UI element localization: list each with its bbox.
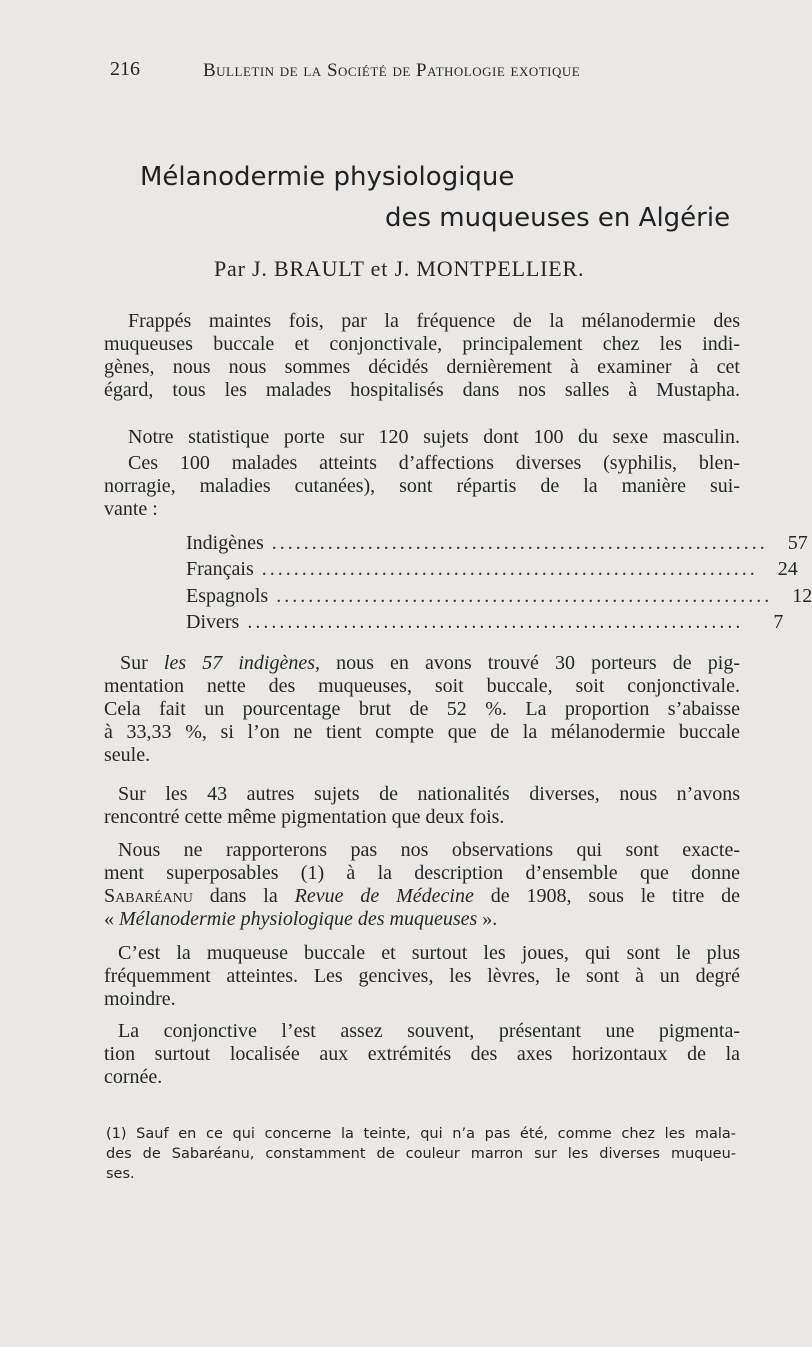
paragraph-2 — [104, 426, 740, 449]
paragraph-7 — [104, 942, 740, 1011]
leader-dots: .............................................................. — [261, 558, 758, 580]
text-line: muqueuses buccale et conjonctivale, principalement chez les indi- — [104, 333, 740, 355]
paragraph-6 — [104, 839, 740, 931]
stat-value: 24 — [777, 558, 798, 580]
text-line: Notre statistique porte sur 120 sujets dont 100 du sexe masculin. — [128, 426, 740, 448]
paragraph-1 — [104, 310, 740, 402]
stat-value: 57 — [787, 532, 808, 554]
text-line: ment superposables (1) à la description d’ensemble que donne — [104, 862, 740, 884]
text-line: égard, tous les malades hospitalisés dans nos salles à Mustapha. — [104, 379, 740, 401]
stat-row-divers — [186, 611, 784, 634]
quote-close: ». — [477, 908, 498, 930]
leader-dots: .............................................................. — [271, 532, 768, 554]
text-line: moindre. — [104, 988, 176, 1010]
stat-row-indigenes — [186, 532, 808, 555]
text-line: fréquemment atteintes. Les gencives, les lèvres, le sont à un degré — [104, 965, 740, 987]
footnote-line: des de Sabaréanu, constamment de couleur marron sur les diverses muqueu- — [106, 1146, 736, 1162]
text-line: norragie, maladies cutanées), sont répartis de la manière sui- — [104, 475, 740, 497]
text-fragment: de 1908, sous le titre de — [473, 885, 741, 907]
article-title-line1: Mélanodermie physiologique — [140, 162, 515, 192]
stat-row-francais — [186, 558, 798, 581]
italic-phrase: les 57 indigènes, — [163, 652, 321, 674]
footnote — [106, 1124, 736, 1184]
text-line — [104, 908, 740, 931]
stat-label: Divers — [186, 611, 240, 633]
stat-value: 7 — [773, 611, 784, 633]
text-line: seule. — [104, 744, 151, 766]
journal-title: Revue de Médecine — [294, 885, 474, 907]
text-line: mentation nette des muqueuses, soit buccale, soit conjonctivale. — [104, 675, 740, 697]
text-line — [104, 652, 740, 675]
text-fragment: dans la — [192, 885, 295, 907]
paragraph-5 — [104, 783, 740, 829]
paragraph-8 — [104, 1020, 740, 1089]
text-line: vante : — [104, 498, 158, 520]
running-header: Bulletin de la Société de Pathologie exotique — [203, 60, 581, 81]
text-line: Nous ne rapporterons pas nos observations qui sont exacte- — [118, 839, 740, 861]
text-line: à 33,33 %, si l’on ne tient compte que de la mélanodermie buccale — [104, 721, 740, 743]
text-line: La conjonctive l’est assez souvent, présentant une pigmenta- — [118, 1020, 740, 1042]
stat-label: Espagnols — [186, 585, 269, 607]
paragraph-4 — [104, 652, 740, 767]
text-line: Frappés maintes fois, par la fréquence de la mélanodermie des — [128, 310, 740, 332]
stat-row-espagnols — [186, 585, 812, 608]
text-line: C’est la muqueuse buccale et surtout les joues, qui sont le plus — [118, 942, 740, 964]
article-authors: Par J. BRAULT et J. MONTPELLIER. — [214, 256, 585, 281]
leader-dots: .............................................................. — [247, 611, 744, 633]
text-line: Cela fait un pourcentage brut de 52 %. La proportion s’abaisse — [104, 698, 740, 720]
leader-dots: .............................................................. — [276, 585, 773, 607]
text-lead: Sur — [120, 652, 164, 674]
text-line: Sur les 43 autres sujets de nationalités diverses, nous n’avons — [118, 783, 740, 805]
text-line: tion surtout localisée aux extrémités des axes horizontaux de la — [104, 1043, 740, 1065]
text-line: cornée. — [104, 1066, 163, 1088]
cited-title: Mélanodermie physiologique des muqueuses — [119, 908, 478, 930]
paragraph-3 — [104, 452, 740, 521]
stat-label: Français — [186, 558, 254, 580]
text-rest: nous en avons trouvé 30 porteurs de pig- — [320, 652, 740, 674]
article-title-line2: des muqueuses en Algérie — [385, 203, 731, 233]
text-line: gènes, nous nous sommes décidés dernièrement à examiner à cet — [104, 356, 740, 378]
stat-label: Indigènes — [186, 532, 264, 554]
author-name: Sabaréanu — [104, 885, 193, 907]
text-line: Ces 100 malades atteints d’affections diverses (syphilis, blen- — [128, 452, 740, 474]
quote-open: « — [104, 908, 119, 930]
footnote-line: ses. — [106, 1166, 135, 1182]
page-number: 216 — [110, 58, 140, 80]
text-line — [104, 885, 740, 908]
footnote-line: (1) Sauf en ce qui concerne la teinte, qui n’a pas été, comme chez les mala- — [106, 1126, 736, 1142]
text-line: rencontré cette même pigmentation que deux fois. — [104, 806, 505, 828]
stat-value: 12 — [792, 585, 812, 607]
